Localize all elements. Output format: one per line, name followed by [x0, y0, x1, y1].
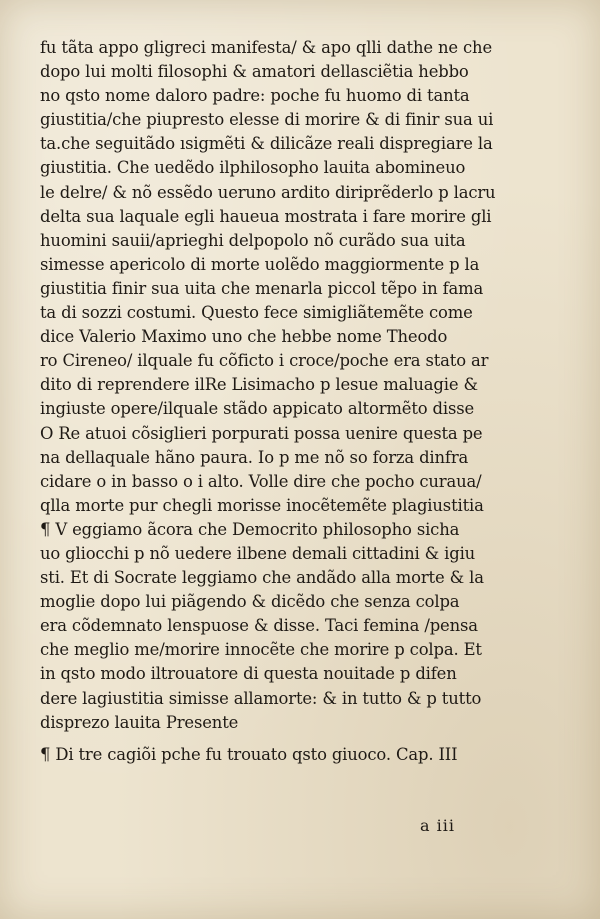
text-line: moglie dopo lui piãgendo & dicẽdo che senza colpa [40, 592, 460, 612]
signature-mark: a iii [420, 816, 455, 835]
text-line: delta sua laquale egli haueua mostrata i fare morire gli [40, 206, 492, 226]
text-line: ta.che seguitãdo ısigmẽti & dilicãze reali dispregiare la [40, 134, 493, 154]
body-text [40, 36, 560, 767]
text-line: ta di sozzi costumi. Questo fece simigliãtemẽte come [40, 303, 473, 323]
text-line: in qsto modo iltrouatore di questa nouitade p difen [40, 664, 457, 684]
text-line: sti. Et di Socrate leggiamo che andãdo alla morte & la [40, 568, 484, 588]
text-line: disprezo lauita Presente [40, 712, 239, 732]
text-line: ro Cireneo/ ilquale fu cõficto i croce/poche era stato ar [40, 351, 489, 371]
text-line: ¶ V eggiamo ãcora che Democrito philosopho sicha [40, 519, 460, 539]
text-line: qlla morte pur chegli morisse inocẽtemẽte plagiustitia [40, 495, 484, 515]
text-line: uo gliocchi p nõ uedere ilbene demali cittadini & igiu [40, 543, 476, 563]
text-line: ingiuste opere/ilquale stãdo appicato altormẽto disse [40, 399, 475, 419]
text-line: le delre/ & nõ essẽdo ueruno ardito diriprẽderlo p lacru [40, 182, 496, 202]
text-line: giustitia finir sua uita che menarla piccol tẽpo in fama [40, 278, 484, 298]
text-line: fu tãta appo gligreci manifesta/ & apo qlli dathe ne che [40, 38, 493, 57]
text-line: no qsto nome daloro padre: poche fu huomo di tanta [40, 86, 470, 106]
text-line: dice Valerio Maximo uno che hebbe nome Theodo [40, 327, 448, 347]
chapter-heading: ¶ Di tre cagiõi pche fu trouato qsto giuoco. Cap. III [40, 744, 458, 764]
text-line: cidare o in basso o i alto. Volle dire che pocho curaua/ [40, 471, 482, 491]
text-line: O Re atuoi cõsiglieri porpurati possa uenire questa pe [40, 423, 483, 443]
text-line: simesse apericolo di morte uolẽdo maggiormente p la [40, 254, 480, 274]
text-line: na dellaquale hãno paura. Io p me nõ so forza dinfra [40, 447, 469, 467]
text-line: dere lagiustitia simisse allamorte: & in tutto & p tutto [40, 688, 482, 708]
text-line: giustitia/che piupresto elesse di morire & di finir sua ui [40, 110, 494, 130]
text-line: dito di reprendere ilRe Lisimacho p lesue maluagie & [40, 375, 478, 395]
text-line: che meglio me/morire innocẽte che morire p colpa. Et [40, 640, 482, 660]
text-line: dopo lui molti filosophi & amatori dellasciẽtia hebbo [40, 62, 469, 82]
text-line: huomini sauii/aprieghi delpopolo nõ curãdo sua uita [40, 230, 466, 250]
text-line: giustitia. Che uedẽdo ilphilosopho lauita abomineuo [40, 158, 466, 178]
text-line: era cõdemnato lenspuose & disse. Taci femina /pensa [40, 616, 478, 636]
